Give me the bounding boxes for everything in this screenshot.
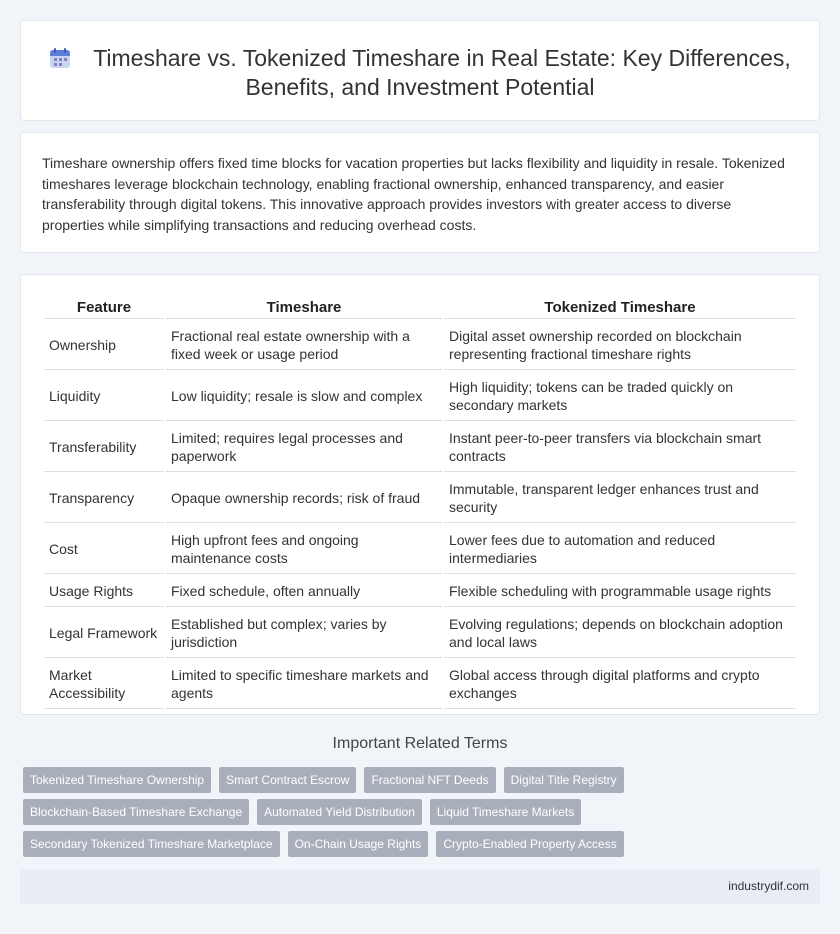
table-row	[44, 525, 796, 574]
related-term-tag[interactable]: Digital Title Registry	[504, 767, 624, 793]
related-term-tag[interactable]: Secondary Tokenized Timeshare Marketplace	[23, 831, 280, 857]
calendar-icon	[49, 47, 71, 69]
feature-cell: Liquidity	[44, 372, 164, 421]
feature-cell: Transparency	[44, 474, 164, 523]
table-row	[44, 474, 796, 523]
comparison-table	[42, 295, 798, 711]
tag-row	[23, 799, 823, 825]
related-terms-heading: Important Related Terms	[332, 735, 508, 752]
tokenized-cell: Digital asset ownership recorded on blockchain representing fractional timeshare rights	[444, 321, 796, 370]
feature-cell: Ownership	[44, 321, 164, 370]
table-row	[44, 576, 796, 607]
table-row	[44, 321, 796, 370]
timeshare-cell: Fixed schedule, often annually	[166, 576, 442, 607]
timeshare-cell: Fractional real estate ownership with a fixed week or usage period	[166, 321, 442, 370]
table-header-row	[44, 297, 796, 319]
timeshare-cell: Limited; requires legal processes and paperwork	[166, 423, 442, 472]
tag-row	[23, 767, 823, 793]
tokenized-cell: Instant peer-to-peer transfers via blockchain smart contracts	[444, 423, 796, 472]
feature-cell: Legal Framework	[44, 609, 164, 658]
related-term-tag[interactable]: Fractional NFT Deeds	[364, 767, 495, 793]
tokenized-cell: High liquidity; tokens can be traded quickly on secondary markets	[444, 372, 796, 421]
feature-cell: Transferability	[44, 423, 164, 472]
feature-cell: Cost	[44, 525, 164, 574]
related-term-tag[interactable]: Liquid Timeshare Markets	[430, 799, 581, 825]
timeshare-cell: High upfront fees and ongoing maintenance costs	[166, 525, 442, 574]
timeshare-cell: Established but complex; varies by jurisdiction	[166, 609, 442, 658]
footer	[20, 870, 820, 904]
page-title-text: Timeshare vs. Tokenized Timeshare in Real Estate: Key Differences, Benefits, and Investment Potential	[93, 45, 791, 100]
table-row	[44, 423, 796, 472]
tokenized-cell: Immutable, transparent ledger enhances trust and security	[444, 474, 796, 523]
tokenized-cell: Lower fees due to automation and reduced intermediaries	[444, 525, 796, 574]
table-row	[44, 660, 796, 709]
tokenized-cell: Flexible scheduling with programmable usage rights	[444, 576, 796, 607]
table-row	[44, 372, 796, 421]
timeshare-cell: Low liquidity; resale is slow and complex	[166, 372, 442, 421]
related-term-tag[interactable]: Smart Contract Escrow	[219, 767, 356, 793]
page-title	[21, 44, 819, 102]
tokenized-cell: Global access through digital platforms and crypto exchanges	[444, 660, 796, 709]
related-term-tag[interactable]: On-Chain Usage Rights	[288, 831, 429, 857]
tag-row	[23, 831, 823, 857]
feature-cell: Usage Rights	[44, 576, 164, 607]
header-timeshare: Timeshare	[166, 297, 442, 319]
timeshare-cell: Limited to specific timeshare markets and agents	[166, 660, 442, 709]
title-card	[20, 20, 820, 121]
footer-site-link[interactable]: industrydif.com	[728, 879, 809, 893]
related-term-tag[interactable]: Blockchain-Based Timeshare Exchange	[23, 799, 249, 825]
intro-card	[20, 132, 820, 253]
intro-paragraph: Timeshare ownership offers fixed time blocks for vacation properties but lacks flexibility and liquidity in resale. Tokenized timeshares leverage blockchain technology, enabling fractional ownership, enhanced transparency, and easier transferability through digital tokens. This innovative approach provides investors with greater access to diverse properties while simplifying transactions and reducing overhead costs.	[42, 155, 785, 233]
header-tokenized-timeshare: Tokenized Timeshare	[444, 297, 796, 319]
related-term-tag[interactable]: Tokenized Timeshare Ownership	[23, 767, 211, 793]
table-row	[44, 609, 796, 658]
comparison-table-card	[20, 274, 820, 715]
related-term-tag[interactable]: Crypto-Enabled Property Access	[436, 831, 623, 857]
related-terms-list	[23, 767, 823, 863]
header-feature: Feature	[44, 297, 164, 319]
feature-cell: Market Accessibility	[44, 660, 164, 709]
tokenized-cell: Evolving regulations; depends on blockchain adoption and local laws	[444, 609, 796, 658]
related-term-tag[interactable]: Automated Yield Distribution	[257, 799, 422, 825]
timeshare-cell: Opaque ownership records; risk of fraud	[166, 474, 442, 523]
